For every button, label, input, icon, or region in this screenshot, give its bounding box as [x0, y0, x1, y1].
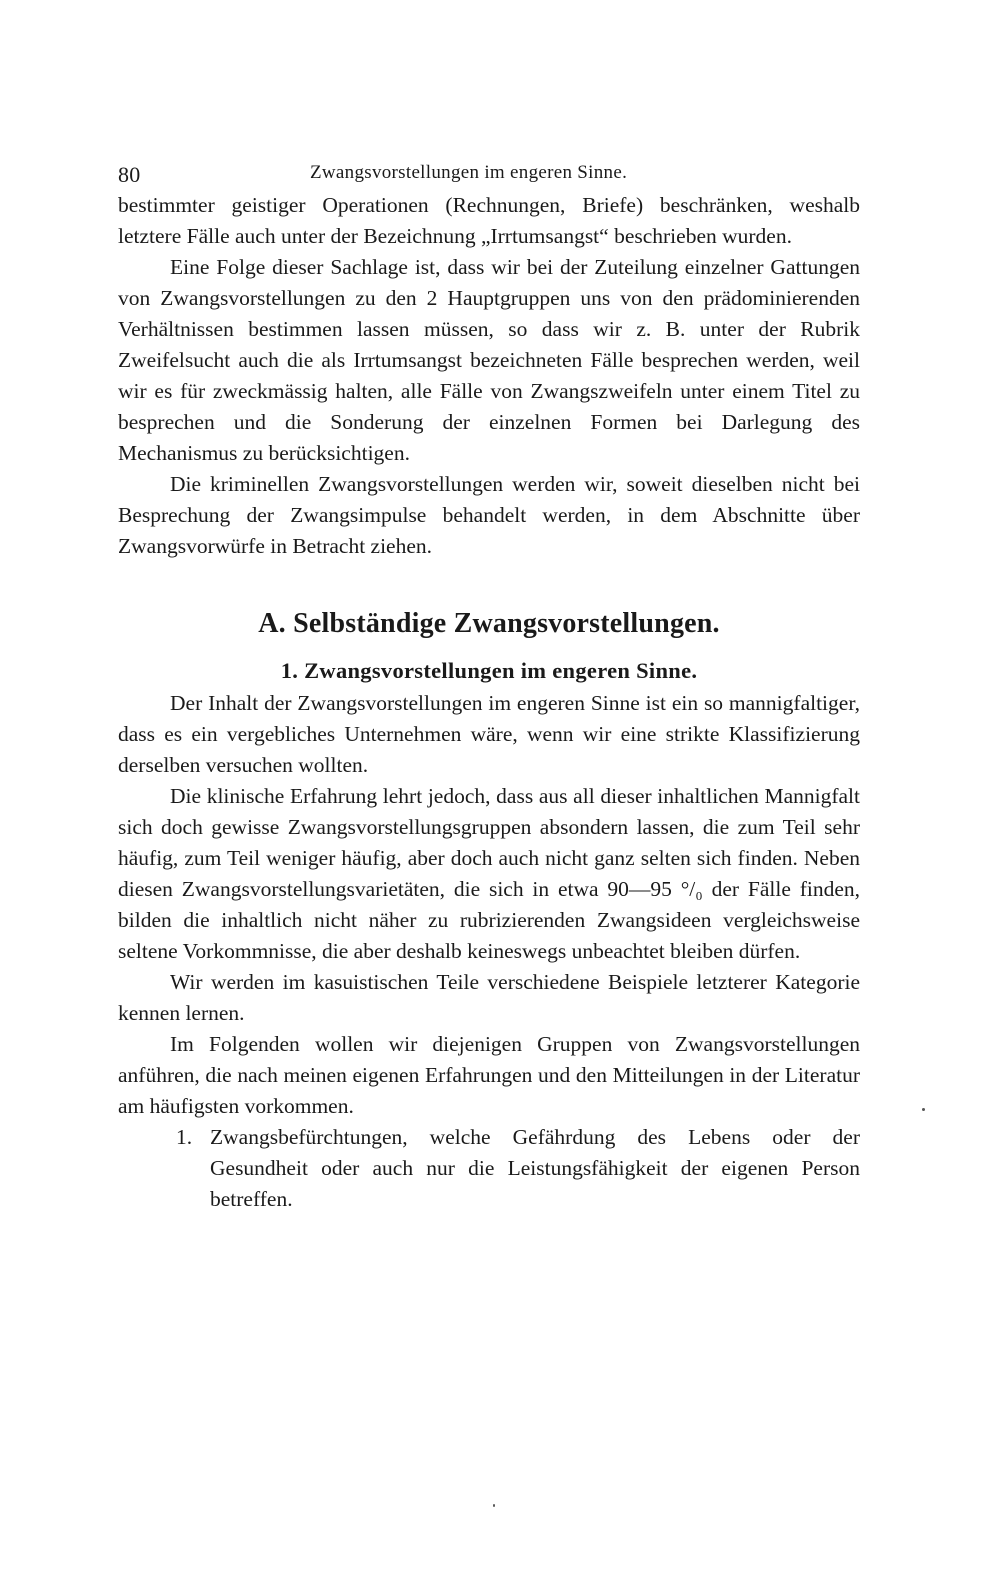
- list-item: [118, 1122, 860, 1215]
- running-head: [118, 156, 860, 190]
- page-number: 80: [118, 162, 141, 187]
- scan-speck: [922, 1108, 925, 1111]
- paragraph: Im Folgenden wollen wir diejenigen Gruppen von Zwangsvorstellungen anführen, die nach meinen eigenen Erfahrungen und den Mitteilungen in der Literatur am häufigsten vorkommen.: [118, 1032, 860, 1118]
- scan-speck: [493, 1504, 495, 1507]
- paragraph: Die kriminellen Zwangsvorstellungen werden wir, soweit dieselben nicht bei Besprechung der Zwangsimpulse behandelt werden, in dem Abschnitte über Zwangsvorwürfe in Betracht ziehen.: [118, 472, 860, 558]
- section-heading: A. Selbständige Zwangsvorstellungen.: [258, 608, 720, 639]
- list-item-text: Zwangsbefürchtungen, welche Gefährdung des Lebens oder der Gesundheit oder auch nur die Leistungsfähigkeit der eigenen Person betreffen.: [210, 1125, 860, 1211]
- running-title: Zwangsvorstellungen im engeren Sinne.: [310, 162, 628, 183]
- paragraph: Eine Folge dieser Sachlage ist, dass wir bei der Zuteilung einzelner Gattungen von Zwangsvorstellungen zu den 2 Hauptgruppen uns von den prädominierenden Verhältnissen bestimmen lassen müssen, so dass wir z. B. unter der Rubrik Zweifelsucht auch die als Irrtumsangst bezeichneten Fälle besprechen werden, weil wir es für zweckmässig halten, alle Fälle von Zwangszweifeln unter einem Titel zu besprechen und die Sonderung der einzelnen Formen bei Darlegung des Mechanismus zu berücksichtigen.: [118, 255, 860, 465]
- paragraph-continuation: bestimmter geistiger Operationen (Rechnungen, Briefe) beschränken, weshalb letztere Fälle auch unter der Bezeichnung „Irrtumsangst“ beschrieben wurden.: [118, 193, 860, 248]
- page-content: [118, 156, 860, 1215]
- paragraph: Der Inhalt der Zwangsvorstellungen im engeren Sinne ist ein so mannigfaltiger, dass es ein vergebliches Unternehmen wäre, wenn wir eine strikte Klassifizierung derselben versuchen wollten.: [118, 691, 860, 777]
- paragraph: Wir werden im kasuistischen Teile verschiedene Beispiele letzterer Kategorie kennen lernen.: [118, 970, 860, 1025]
- subsection-heading: 1. Zwangsvorstellungen im engeren Sinne.: [280, 658, 698, 683]
- list-item-number: 1.: [176, 1125, 193, 1149]
- paragraph: Die klinische Erfahrung lehrt jedoch, dass aus all dieser inhaltlichen Mannigfalt sich doch gewisse Zwangsvorstellungsgruppen absondern lassen, die zum Teil sehr häufig, zum Teil weniger häufig, aber doch auch nicht ganz selten sich finden. Neben diesen Zwangsvorstellungsvarietäten, die sich in etwa 90—95 °/₀ der Fälle finden, bilden die inhaltlich nicht näher zu rubrizierenden Zwangsideen vergleichsweise seltene Vorkommnisse, die aber deshalb keineswegs unbeachtet bleiben dürfen.: [118, 784, 860, 963]
